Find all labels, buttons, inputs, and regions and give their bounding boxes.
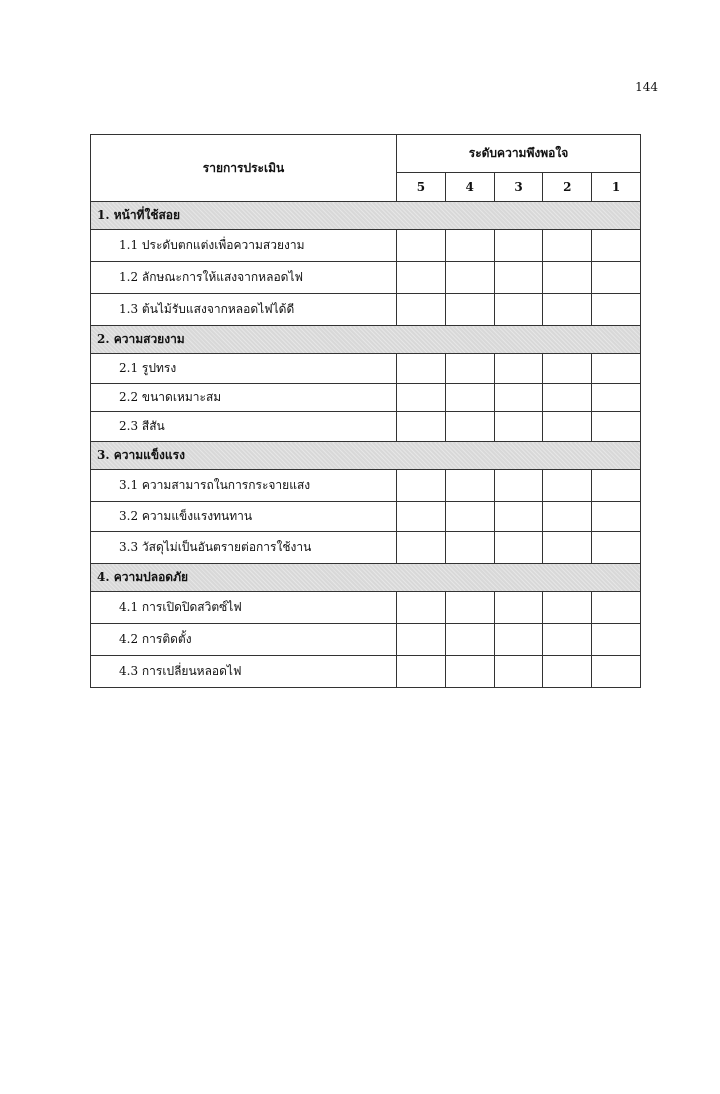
- item-label: 3.3 วัสดุไม่เป็นอันตรายต่อการใช้งาน: [91, 532, 397, 564]
- table-row: [91, 354, 641, 384]
- score-cell-2[interactable]: [543, 262, 592, 294]
- score-cell-3[interactable]: [494, 502, 543, 532]
- item-label: 3.2 ความแข็งแรงทนทาน: [91, 502, 397, 532]
- score-cell-4[interactable]: [445, 470, 494, 502]
- table-row: [91, 592, 641, 624]
- score-cell-4[interactable]: [445, 384, 494, 412]
- score-cell-1[interactable]: [592, 592, 641, 624]
- header-score-4: 4: [445, 173, 494, 202]
- table-row: [91, 470, 641, 502]
- score-cell-5[interactable]: [397, 592, 446, 624]
- score-cell-4[interactable]: [445, 262, 494, 294]
- item-label: 2.3 สีสัน: [91, 412, 397, 442]
- score-cell-1[interactable]: [592, 354, 641, 384]
- score-cell-1[interactable]: [592, 412, 641, 442]
- score-cell-1[interactable]: [592, 656, 641, 688]
- score-cell-3[interactable]: [494, 262, 543, 294]
- header-satisfaction-level: ระดับความพึงพอใจ: [397, 135, 641, 173]
- score-cell-3[interactable]: [494, 412, 543, 442]
- score-cell-3[interactable]: [494, 532, 543, 564]
- score-cell-4[interactable]: [445, 294, 494, 326]
- item-label: 1.2 ลักษณะการให้แสงจากหลอดไฟ: [91, 262, 397, 294]
- score-cell-3[interactable]: [494, 294, 543, 326]
- score-cell-5[interactable]: [397, 354, 446, 384]
- item-label: 4.1 การเปิดปิดสวิตซ์ไฟ: [91, 592, 397, 624]
- section-row: [91, 564, 641, 592]
- score-cell-5[interactable]: [397, 470, 446, 502]
- item-label: 2.2 ขนาดเหมาะสม: [91, 384, 397, 412]
- score-cell-3[interactable]: [494, 592, 543, 624]
- score-cell-4[interactable]: [445, 532, 494, 564]
- score-cell-5[interactable]: [397, 262, 446, 294]
- table-row: [91, 532, 641, 564]
- score-cell-2[interactable]: [543, 384, 592, 412]
- table-row: [91, 624, 641, 656]
- score-cell-2[interactable]: [543, 502, 592, 532]
- table-row: [91, 384, 641, 412]
- score-cell-2[interactable]: [543, 656, 592, 688]
- score-cell-1[interactable]: [592, 384, 641, 412]
- score-cell-4[interactable]: [445, 624, 494, 656]
- score-cell-3[interactable]: [494, 230, 543, 262]
- score-cell-2[interactable]: [543, 624, 592, 656]
- item-label: 2.1 รูปทรง: [91, 354, 397, 384]
- page-number: 144: [635, 80, 658, 94]
- section-title: 1. หน้าที่ใช้สอย: [91, 202, 641, 230]
- score-cell-1[interactable]: [592, 624, 641, 656]
- header-score-1: 1: [592, 173, 641, 202]
- score-cell-5[interactable]: [397, 230, 446, 262]
- score-cell-4[interactable]: [445, 592, 494, 624]
- section-title: 2. ความสวยงาม: [91, 326, 641, 354]
- score-cell-5[interactable]: [397, 384, 446, 412]
- item-label: 1.3 ต้นไม้รับแสงจากหลอดไฟได้ดี: [91, 294, 397, 326]
- score-cell-4[interactable]: [445, 354, 494, 384]
- header-score-5: 5: [397, 173, 446, 202]
- score-cell-1[interactable]: [592, 502, 641, 532]
- item-label: 1.1 ประดับตกแต่งเพื่อความสวยงาม: [91, 230, 397, 262]
- section-title: 3. ความแข็งแรง: [91, 442, 641, 470]
- item-label: 3.1 ความสามารถในการกระจายแสง: [91, 470, 397, 502]
- score-cell-2[interactable]: [543, 592, 592, 624]
- score-cell-3[interactable]: [494, 354, 543, 384]
- score-cell-2[interactable]: [543, 230, 592, 262]
- score-cell-3[interactable]: [494, 470, 543, 502]
- header-score-3: 3: [494, 173, 543, 202]
- item-label: 4.2 การติดตั้ง: [91, 624, 397, 656]
- header-item: รายการประเมิน: [91, 135, 397, 202]
- score-cell-5[interactable]: [397, 532, 446, 564]
- score-cell-2[interactable]: [543, 470, 592, 502]
- score-cell-3[interactable]: [494, 656, 543, 688]
- score-cell-5[interactable]: [397, 656, 446, 688]
- section-row: [91, 442, 641, 470]
- score-cell-4[interactable]: [445, 502, 494, 532]
- section-title: 4. ความปลอดภัย: [91, 564, 641, 592]
- table-row: [91, 294, 641, 326]
- score-cell-1[interactable]: [592, 470, 641, 502]
- section-row: [91, 326, 641, 354]
- score-cell-2[interactable]: [543, 294, 592, 326]
- score-cell-5[interactable]: [397, 502, 446, 532]
- score-cell-5[interactable]: [397, 294, 446, 326]
- score-cell-5[interactable]: [397, 624, 446, 656]
- item-label: 4.3 การเปลี่ยนหลอดไฟ: [91, 656, 397, 688]
- table-row: [91, 502, 641, 532]
- score-cell-4[interactable]: [445, 656, 494, 688]
- score-cell-1[interactable]: [592, 532, 641, 564]
- score-cell-5[interactable]: [397, 412, 446, 442]
- score-cell-1[interactable]: [592, 230, 641, 262]
- score-cell-1[interactable]: [592, 294, 641, 326]
- score-cell-3[interactable]: [494, 384, 543, 412]
- table-row: [91, 262, 641, 294]
- header-score-2: 2: [543, 173, 592, 202]
- evaluation-table: [90, 134, 641, 688]
- table-row: [91, 656, 641, 688]
- score-cell-4[interactable]: [445, 230, 494, 262]
- score-cell-2[interactable]: [543, 532, 592, 564]
- score-cell-3[interactable]: [494, 624, 543, 656]
- table-row: [91, 412, 641, 442]
- score-cell-4[interactable]: [445, 412, 494, 442]
- section-row: [91, 202, 641, 230]
- score-cell-1[interactable]: [592, 262, 641, 294]
- score-cell-2[interactable]: [543, 354, 592, 384]
- score-cell-2[interactable]: [543, 412, 592, 442]
- table-row: [91, 230, 641, 262]
